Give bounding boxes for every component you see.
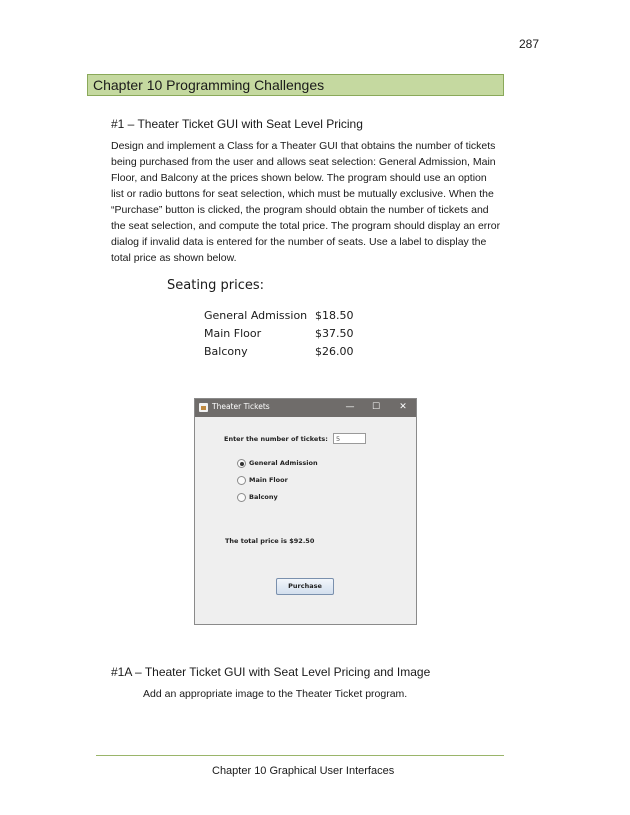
price-row bbox=[204, 306, 354, 324]
total-price-label: The total price is $92.50 bbox=[225, 537, 315, 545]
radio-label[interactable]: Main Floor bbox=[249, 476, 288, 484]
close-button[interactable]: ✕ bbox=[399, 402, 407, 412]
footer-divider bbox=[96, 755, 504, 756]
challenge-1a-heading: #1A – Theater Ticket GUI with Seat Level Pricing and Image bbox=[111, 665, 431, 679]
radio-label[interactable]: Balcony bbox=[249, 493, 278, 501]
price-value: $37.50 bbox=[315, 326, 354, 340]
price-row bbox=[204, 342, 354, 360]
footer-text: Chapter 10 Graphical User Interfaces bbox=[212, 765, 395, 777]
seating-prices-title: Seating prices: bbox=[167, 278, 265, 293]
price-value: $26.00 bbox=[315, 344, 354, 358]
chapter-title: Chapter 10 Programming Challenges bbox=[87, 74, 504, 96]
challenge-1-body: Design and implement a Class for a Theater GUI that obtains the number of tickets being purchased from the user and allows seat selection: General Admission, Main Floor, and Balcony at the prices shown below. The program should use an option list or radio buttons for seat selection, which must be mutually exclusive. When the “Purchase” button is clicked, the program should obtain the number of tickets and the seat selection, and compute the total price. The program should display an error dialog if invalid data is entered for the number of seats. Use a label to display the total price as shown below. bbox=[111, 140, 501, 264]
price-value: $18.50 bbox=[315, 308, 354, 322]
purchase-button[interactable]: Purchase bbox=[276, 578, 334, 595]
challenge-1-heading: #1 – Theater Ticket GUI with Seat Level Pricing bbox=[111, 117, 363, 131]
window-title: Theater Tickets bbox=[212, 402, 270, 411]
challenge-1a-body: Add an appropriate image to the Theater Ticket program. bbox=[143, 688, 408, 700]
radio-unchecked-icon[interactable] bbox=[237, 476, 246, 485]
radio-checked-icon[interactable] bbox=[237, 459, 246, 468]
radio-unchecked-icon[interactable] bbox=[237, 493, 246, 502]
radio-label[interactable]: General Admission bbox=[249, 459, 318, 467]
window-titlebar[interactable] bbox=[195, 399, 416, 417]
price-name: General Admission bbox=[204, 308, 308, 322]
seating-price-table bbox=[204, 306, 354, 360]
maximize-button[interactable]: ☐ bbox=[371, 402, 381, 412]
price-row bbox=[204, 324, 354, 342]
page-number: 287 bbox=[519, 37, 540, 51]
tickets-label: Enter the number of tickets: bbox=[224, 435, 328, 443]
java-app-icon bbox=[199, 403, 208, 412]
tickets-input[interactable]: 5 bbox=[333, 433, 366, 444]
minimize-button[interactable]: — bbox=[345, 402, 355, 412]
price-name: Main Floor bbox=[204, 326, 262, 340]
theater-tickets-window bbox=[194, 398, 417, 625]
price-name: Balcony bbox=[204, 344, 248, 358]
